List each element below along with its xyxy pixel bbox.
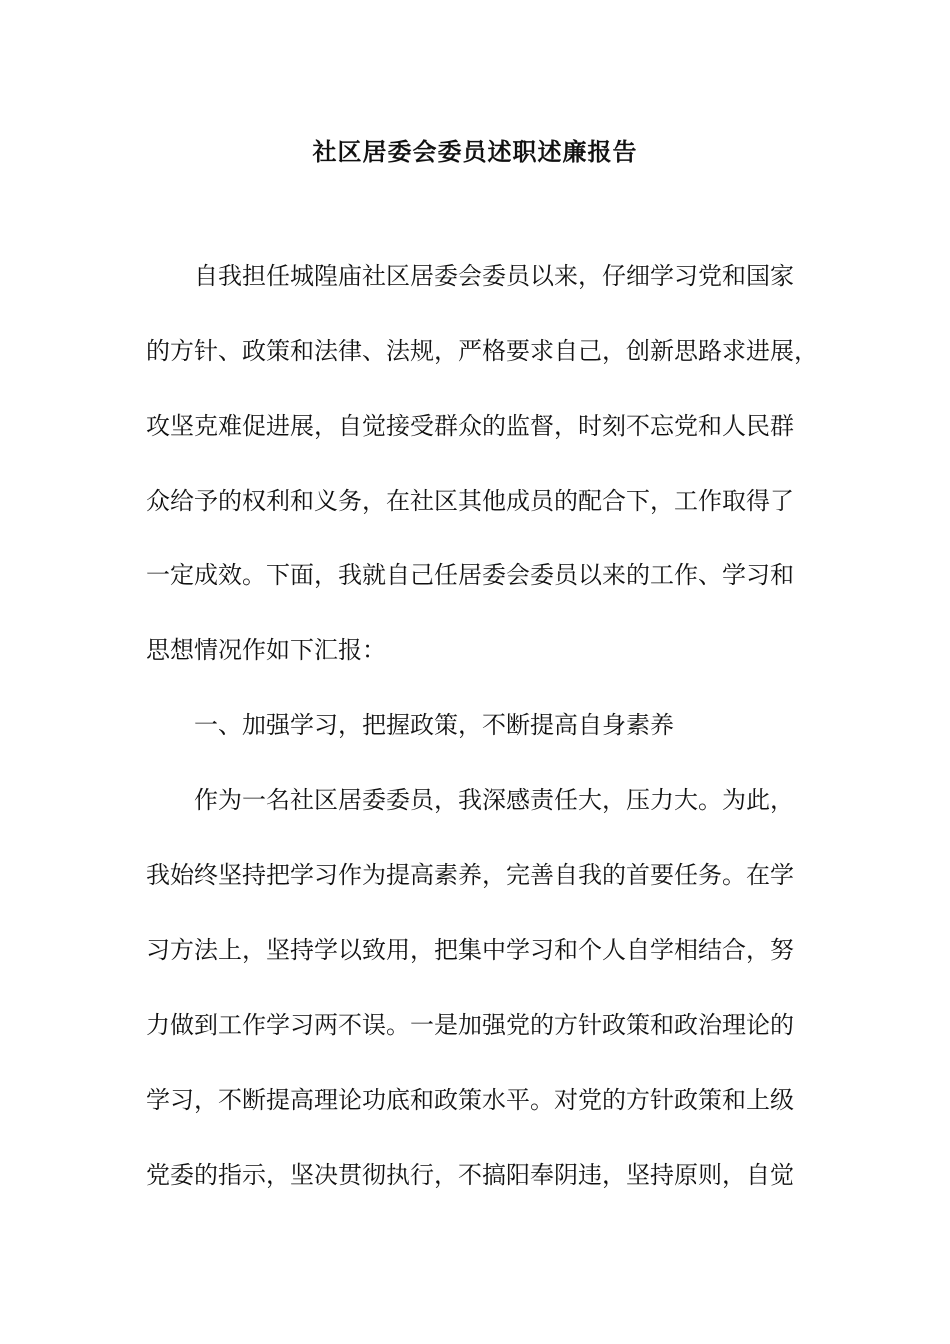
paragraph-line: 党委的指示，坚决贯彻执行，不搞阳奉阴违，坚持原则，自觉 bbox=[146, 1161, 794, 1189]
paragraph-line: 的方针、政策和法律、法规，严格要求自己，创新思路求进展， bbox=[146, 337, 818, 365]
paragraph-line: 思想情况作如下汇报： bbox=[146, 636, 386, 664]
section-heading: 一、加强学习，把握政策，不断提高自身素养 bbox=[194, 711, 674, 739]
paragraph-line: 众给予的权利和义务，在社区其他成员的配合下，工作取得了 bbox=[146, 487, 794, 515]
document-title: 社区居委会委员述职述廉报告 bbox=[312, 137, 638, 166]
paragraph-line: 作为一名社区居委委员，我深感责任大，压力大。为此， bbox=[194, 786, 794, 814]
paragraph-line: 力做到工作学习两不误。一是加强党的方针政策和政治理论的 bbox=[146, 1011, 794, 1039]
paragraph-line: 一定成效。下面，我就自己任居委会委员以来的工作、学习和 bbox=[146, 561, 794, 589]
paragraph-line: 我始终坚持把学习作为提高素养，完善自我的首要任务。在学 bbox=[146, 861, 794, 889]
paragraph-line: 习方法上，坚持学以致用，把集中学习和个人自学相结合，努 bbox=[146, 936, 794, 964]
paragraph-line: 自我担任城隍庙社区居委会委员以来，仔细学习党和国家 bbox=[194, 262, 794, 290]
paragraph-line: 学习，不断提高理论功底和政策水平。对党的方针政策和上级 bbox=[146, 1086, 794, 1114]
paragraph-line: 攻坚克难促进展，自觉接受群众的监督，时刻不忘党和人民群 bbox=[146, 412, 794, 440]
